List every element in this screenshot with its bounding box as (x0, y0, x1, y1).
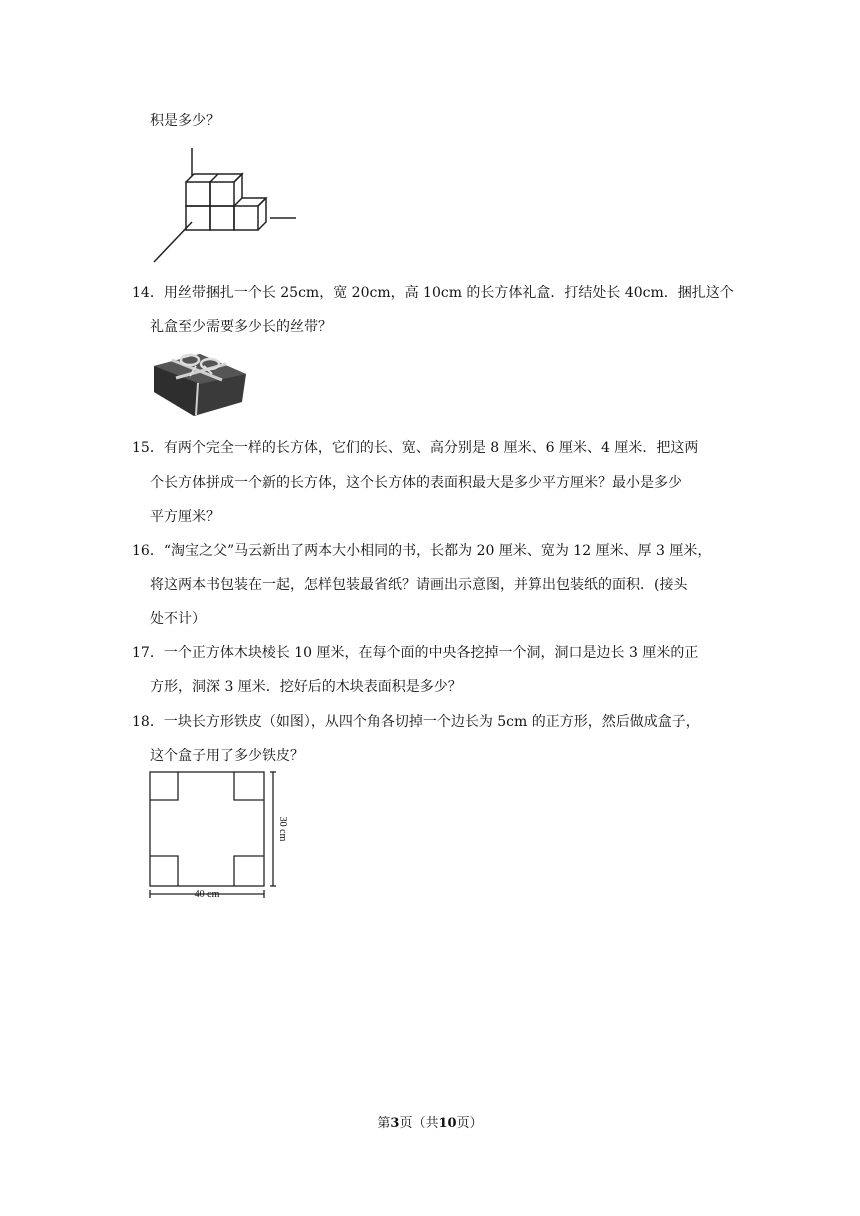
question-18 (132, 712, 700, 732)
question-17-line-2: 方形，洞深 3 厘米．挖好后的木块表面积是多少？ (150, 679, 462, 695)
current-page-number: 3 (390, 1116, 400, 1131)
question-15-line-3: 平方厘米？ (150, 509, 220, 525)
gift-box-figure (150, 344, 250, 420)
question-number: 16． (132, 543, 164, 559)
cube-stack-figure (150, 142, 300, 266)
question-15-line-2: 个长方体拼成一个新的长方体，这个长方体的表面积最大是多少平方厘米？最小是多少 (150, 475, 682, 491)
question-15 (132, 438, 698, 458)
footer-suffix: 页） (456, 1116, 483, 1131)
question-13-continued-text: 积是多少？ (150, 113, 220, 129)
question-number: 17． (132, 645, 164, 661)
height-label: 30 cm (277, 816, 288, 842)
question-number: 18． (132, 714, 164, 730)
question-17 (132, 643, 698, 663)
question-text: 有两个完全一样的长方体，它们的长、宽、高分别是 8 厘米、6 厘米、4 厘米．把这两 (163, 440, 699, 456)
question-16 (132, 541, 711, 561)
question-text: 一个正方体木块棱长 10 厘米，在每个面的中央各挖掉一个洞，洞口是边长 3 厘米的正 (163, 645, 699, 661)
question-14 (132, 283, 734, 303)
iron-sheet-figure (146, 768, 286, 902)
width-label: 40 cm (194, 889, 220, 900)
question-number: 14． (132, 285, 164, 301)
page-footer (0, 1112, 860, 1131)
question-text: 用丝带捆扎一个长 25cm，宽 20cm，高 10cm 的长方体礼盒．打结处长 40cm．捆扎这个 (163, 285, 734, 301)
question-14-line-2: 礼盒至少需要多少长的丝带？ (150, 319, 332, 335)
question-text: 一块长方形铁皮（如图），从四个角各切掉一个边长为 5cm 的正方形，然后做成盒子， (163, 714, 700, 730)
footer-prefix: 第 (377, 1116, 391, 1131)
question-16-line-2: 将这两本书包装在一起，怎样包装最省纸？请画出示意图，并算出包装纸的面积．(接头 (150, 577, 688, 593)
question-16-line-3: 处不计） (150, 611, 206, 627)
question-number: 15． (132, 440, 164, 456)
question-18-line-2: 这个盒子用了多少铁皮？ (150, 748, 304, 764)
total-pages-number: 10 (438, 1116, 457, 1131)
question-text: “淘宝之父”马云新出了两本大小相同的书，长都为 20 厘米、宽为 12 厘米、厚 3 厘米， (163, 543, 712, 559)
footer-middle: 页（共 (399, 1116, 439, 1131)
